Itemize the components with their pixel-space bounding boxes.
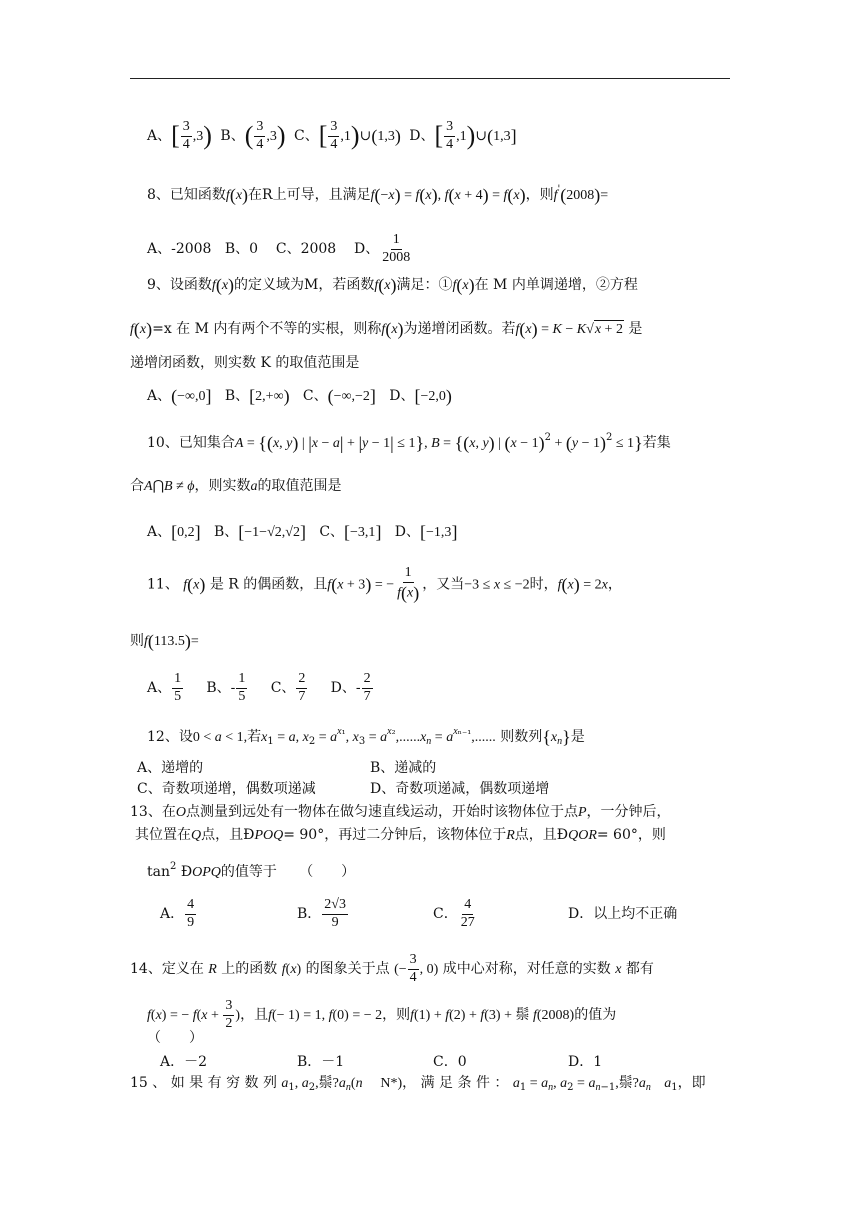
q12-option-c: C、奇数项递增，偶数项递减: [137, 781, 316, 797]
q11-options: A、 $\frac{1}{5}$ B、- $\frac{1}{5}$ C、 $\frac{2}{7}$ D、- $\frac{2}{7}$: [147, 671, 371, 704]
q8-stem: 8、已知函数f(x)在R上可导，且满足f(−x) = f(x), f(x + 4) = f(x)，则f'(2008)=: [147, 184, 609, 205]
q9-line1: 9、设函数f(x)的定义域为M，若函数f(x)满足：①f(x)在 M 内单调递增，②方程: [147, 275, 638, 295]
q12-option-a: A、递增的: [137, 760, 204, 776]
q7-options: [147, 120, 517, 152]
q9-line3: 递增闭函数，则实数 K 的取值范围是: [130, 355, 360, 371]
q14-line2: f(x) = − f(x + $\frac{3}{2}$ )，且f(− 1) = 1, f(0) = − 2，则f(1) + f(2) + f(3) + 鬃 f(2008)的值为: [147, 998, 617, 1031]
q15-line1: 15 、 如 果 有 穷 数 列 $a_1$, $a_2$,鬃$?a_n(n$ N*)， 满 足 条 件 ： $a_1 = a_n$, $a_2 = a_{n-1}$,鬃$?a_n$ $a_1$，即: [130, 1075, 706, 1093]
q12-option-b: B、递减的: [370, 760, 437, 776]
q11-line2: 则f(113.5)=: [130, 631, 199, 651]
option-a: A、[ $\frac{3}{4}$ ,3): [147, 119, 212, 152]
option-b: B、( $\frac{3}{4}$ ,3): [220, 119, 286, 152]
option-c: C、[ $\frac{3}{4}$ ,1)∪(1,3): [294, 119, 401, 152]
q10-options: A、[0,2] B、[−1−√2,√2] C、[−3,1] D、[−1,3]: [147, 522, 458, 542]
option-d: D、[ $\frac{3}{4}$ ,1)∪(1,3]: [409, 119, 517, 152]
q10-line2: 合A⋂B ≠ ϕ，则实数a的取值范围是: [130, 478, 342, 494]
q13-line1: 13、在O点测量到远处有一物体在做匀速直线运动，开始时该物体位于点P，一分钟后，: [130, 804, 671, 820]
q8-options: A、-2008 B、0 C、2008 D、 $\frac{1}{2008}$: [147, 232, 411, 265]
q11-line1: 11、 f(x) 是 R 的偶函数，且f(x + 3) = − $\frac{1}{f(x)}$ ，又当−3 ≤ x ≤ −2时，f(x) = 2x，: [147, 565, 622, 603]
header-rule: [130, 78, 730, 79]
q9-line2: f(x)=x 在 M 内有两个不等的实根，则称f(x)为递增闭函数。若f(x) = K − K√x + 2 是: [130, 319, 643, 339]
q13-options: A． $\frac{4}{9}$ B． $\frac{2√3}{9}$ C． $\frac{4}{27}$ D．以上均不正确: [160, 897, 678, 930]
q9-options: A、(−∞,0] B、[2,+∞) C、(−∞,−2] D、[−2,0): [147, 386, 452, 406]
q12-line1: 12、设0 < a < 1,若$x_1 = a$, $x_2 = a^{x_1}$, $x_3 = a^{x_2},......x_n = a^{x_{n-1}}$,...... 则数列$\{x_n\}$是: [147, 726, 585, 747]
q14-line1: 14、定义在 R 上的函数 f(x) 的图象关于点 (− $\frac{3}{4}$ , 0) 成中心对称，对任意的实数 x 都有: [130, 952, 654, 985]
q10-line1: 10、已知集合A = {(x, y) | |x − a| + |y − 1| ≤ 1}, B = {(x, y) | $(x - 1)^2 + (y - 1)^2 \le 1$}若集: [147, 432, 671, 453]
q12-option-d: D、奇数项递减，偶数项递增: [370, 781, 550, 797]
q14-paren: （ ）: [147, 1030, 203, 1046]
q14-options: A．－2 B．－1 C．0 D．1: [160, 1054, 603, 1070]
q13-line2: 其位置在Q点，且ÐPOQ= 90°，再过二分钟后，该物体位于R点，且ÐQOR= 60°，则: [135, 827, 666, 843]
q13-line3: $\tan^2$ ÐOPQ的值等于 （ ）: [147, 861, 356, 880]
